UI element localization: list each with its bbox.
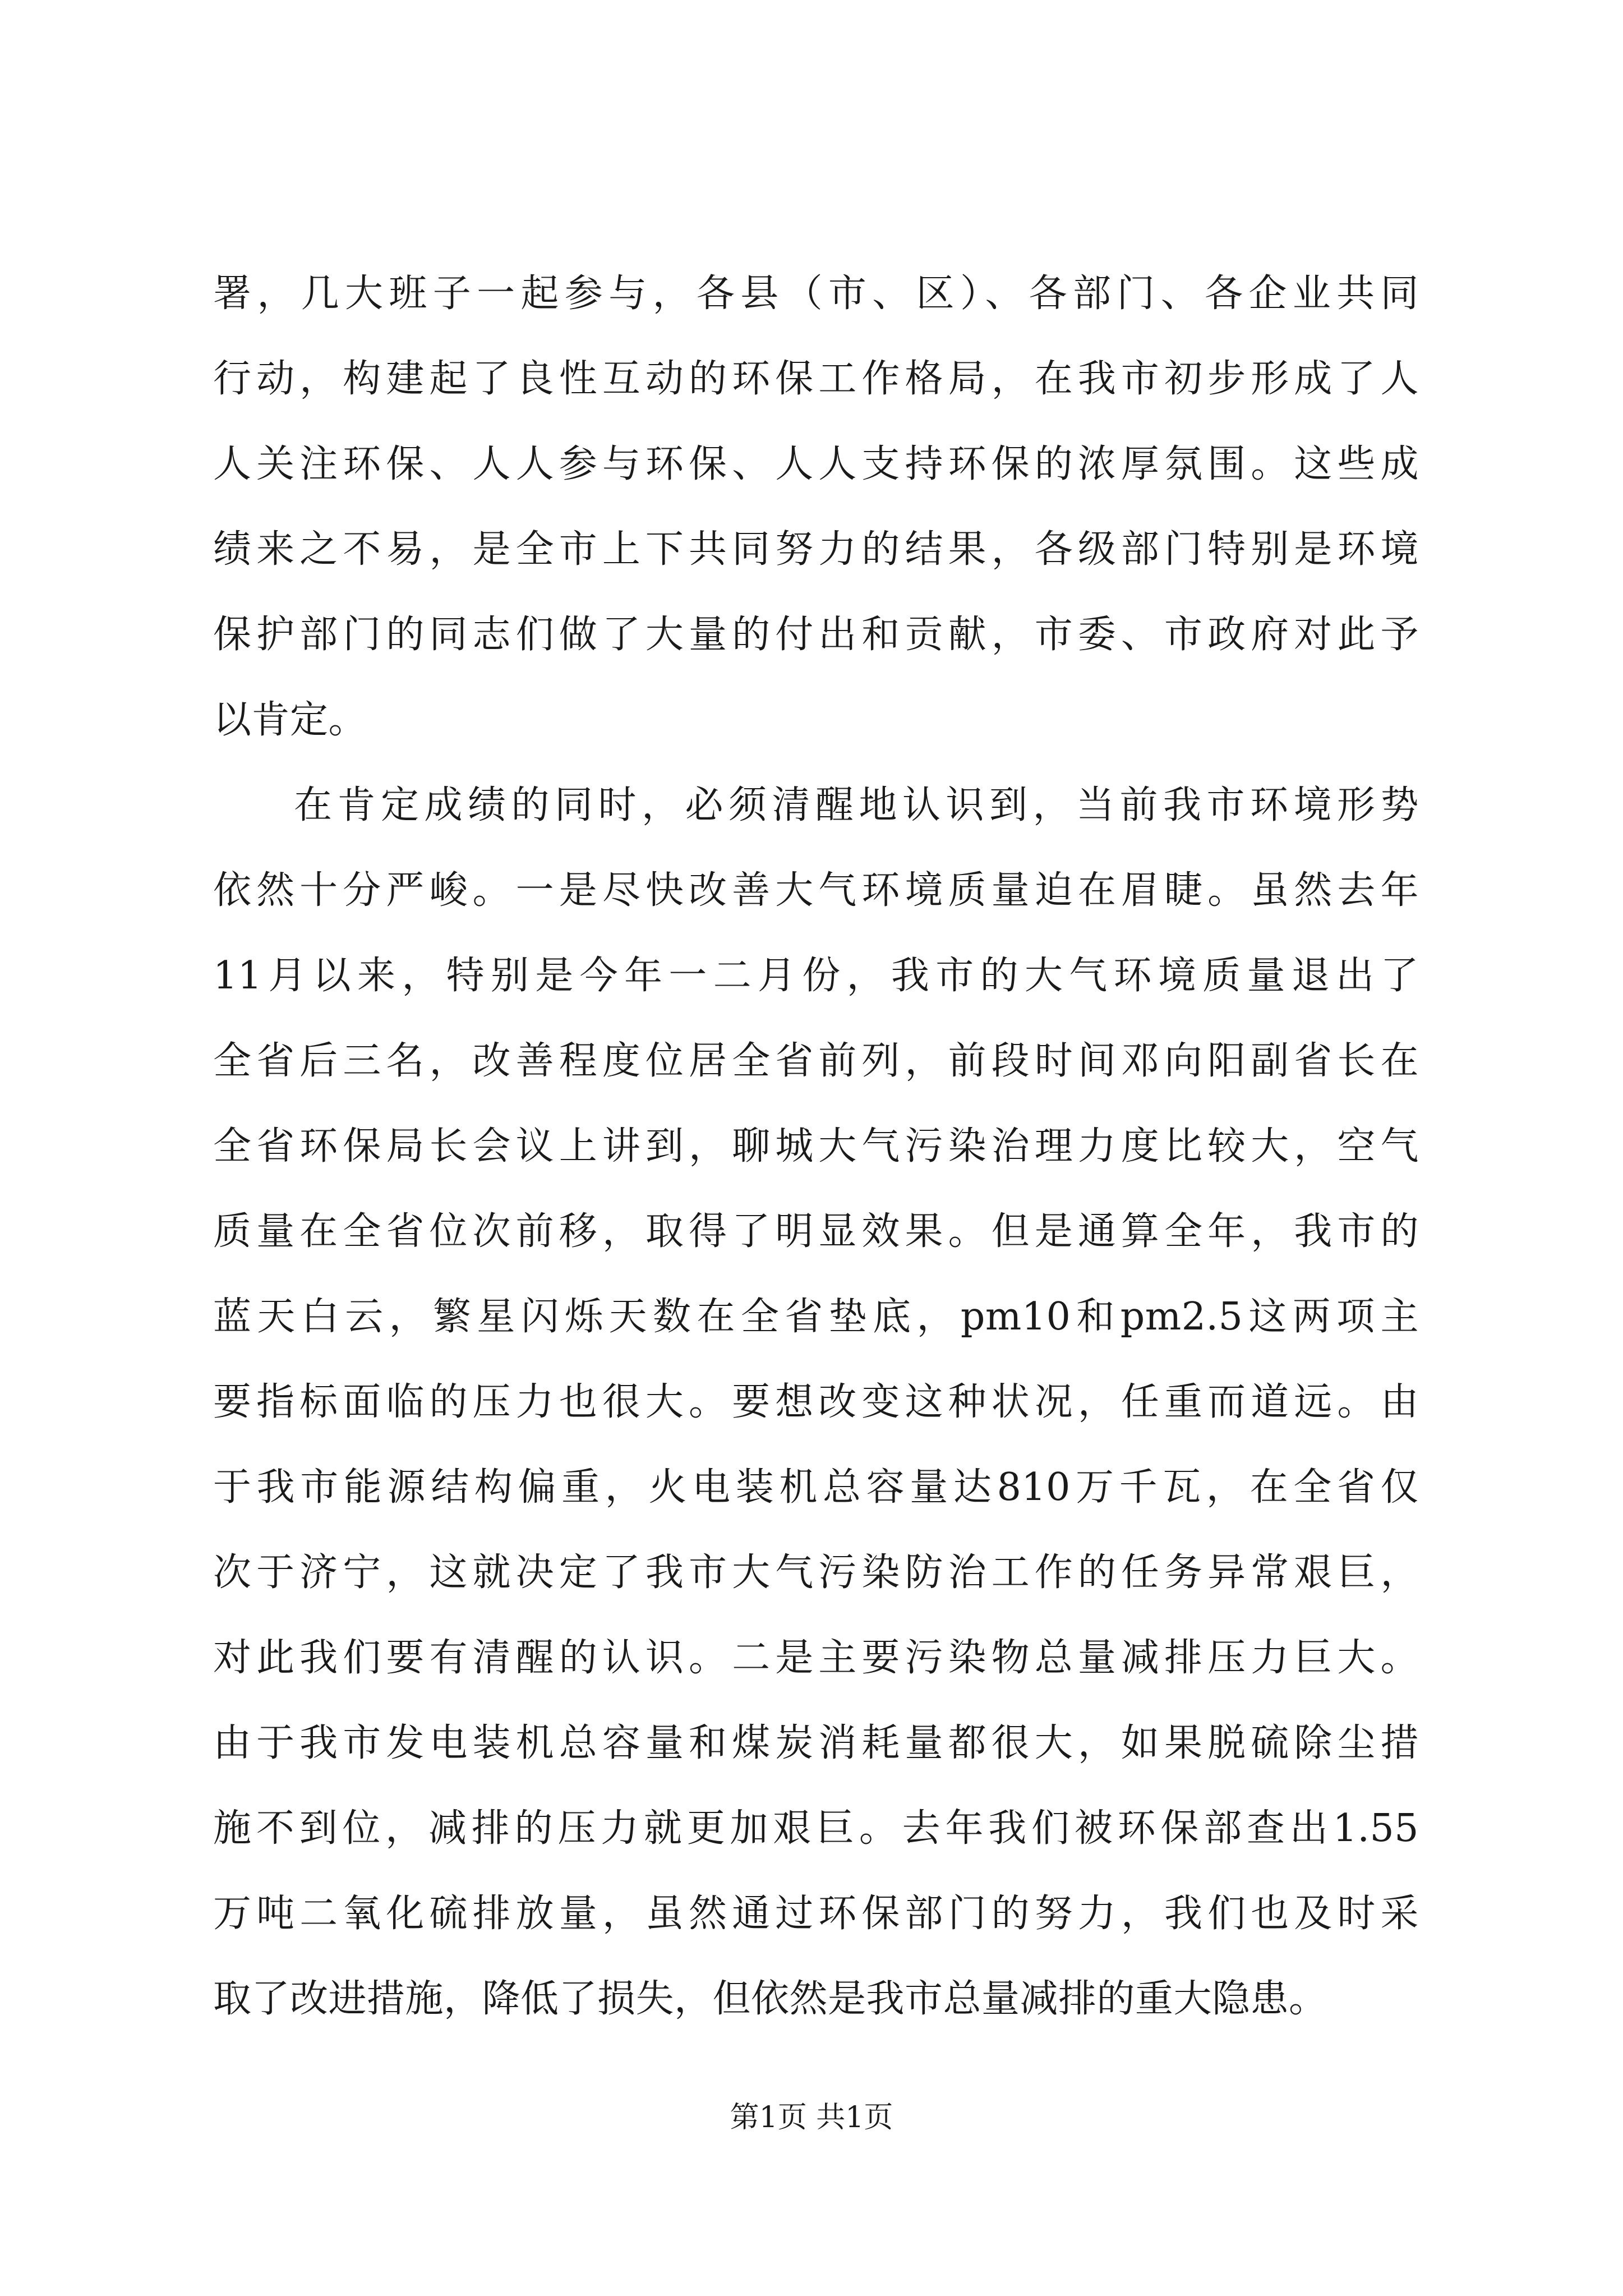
- text-line: 质量在全省位次前移，取得了明显效果。但是通算全年，我市的: [213, 1209, 1419, 1254]
- text-line: 于我市能源结构偏重，火电装机总容量达810万千瓦，在全省仅: [213, 1465, 1419, 1510]
- text-line: 取了改进措施，降低了损失，但依然是我市总量减排的重大隐患。: [213, 1977, 1327, 2021]
- text-line: 全省后三名，改善程度位居全省前列，前段时间邓向阳副省长在: [213, 1039, 1419, 1083]
- body-text: [213, 251, 1419, 2042]
- text-line: 以肯定。: [213, 698, 367, 742]
- page-footer: 第1页 共1页: [730, 2101, 893, 2134]
- text-line: 蓝天白云，繁星闪烁天数在全省垫底，pm10和pm2.5这两项主: [213, 1295, 1419, 1339]
- text-line: 在肯定成绩的同时，必须清醒地认识到，当前我市环境形势: [294, 783, 1419, 827]
- text-line: 次于济宁，这就决定了我市大气污染防治工作的任务异常艰巨，: [213, 1550, 1419, 1595]
- text-line: 绩来之不易，是全市上下共同努力的结果，各级部门特别是环境: [213, 527, 1419, 572]
- text-line: 保护部门的同志们做了大量的付出和贡献，市委、市政府对此予: [213, 613, 1419, 657]
- text-line: 全省环保局长会议上讲到，聊城大气污染治理力度比较大，空气: [213, 1124, 1419, 1168]
- text-line: 署，几大班子一起参与，各县（市、区）、各部门、各企业共同: [213, 272, 1419, 316]
- text-line: 施不到位，减排的压力就更加艰巨。去年我们被环保部查出1.55: [213, 1806, 1419, 1851]
- text-line: 行动，构建起了良性互动的环保工作格局，在我市初步形成了人: [213, 357, 1419, 401]
- text-line: 由于我市发电装机总容量和煤炭消耗量都很大，如果脱硫除尘措: [213, 1721, 1419, 1765]
- text-line: 依然十分严峻。一是尽快改善大气环境质量迫在眉睫。虽然去年: [213, 868, 1419, 913]
- text-line: 11月以来，特别是今年一二月份，我市的大气环境质量退出了: [213, 954, 1419, 998]
- text-line: 要指标面临的压力也很大。要想改变这种状况，任重而道远。由: [213, 1380, 1419, 1424]
- text-line: 万吨二氧化硫排放量，虽然通过环保部门的努力，我们也及时采: [213, 1892, 1419, 1936]
- text-line: 对此我们要有清醒的认识。二是主要污染物总量减排压力巨大。: [213, 1636, 1419, 1680]
- text-line: 人关注环保、人人参与环保、人人支持环保的浓厚氛围。这些成: [213, 442, 1419, 486]
